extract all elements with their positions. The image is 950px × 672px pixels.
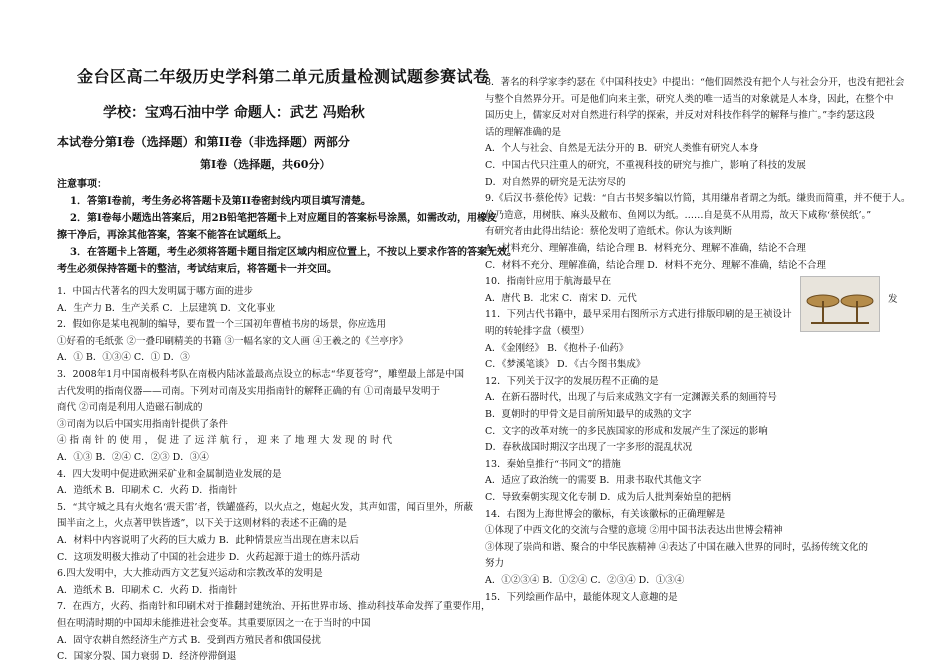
note-1: 1．答第Ⅰ卷前，考生务必将答题卡及第II卷密封线内项目填写清楚。	[70, 196, 371, 207]
question-line: 明的转轮排字盘（模型）	[485, 326, 590, 337]
note-3b: 考生必须保持答题卡的整洁，考试结束后，将答题卡一并交回。	[57, 264, 337, 275]
question-line: D．对自然界的研究是无法穷尽的	[485, 176, 626, 188]
question-line: A．①③ B．②④ C．②③ D．③④	[57, 452, 209, 463]
question-line: 6.四大发明中，大大推动西方文艺复兴运动和宗教改革的发明是	[57, 568, 323, 580]
question-line: 有研究者由此得出结论：蔡伦发明了造纸术。你认为该判断	[485, 226, 733, 238]
question-line: 8．著名的科学家李约瑟在《中国科技史》中提出：“他们固然没有把个人与社会分开，也没有把社会	[485, 77, 905, 88]
question-line: ③司南为以后中国实用指南针提供了条件	[57, 418, 229, 430]
question-line: 12．下列关于汉字的发展历程不正确的是	[485, 375, 659, 387]
question-line: 商代 ②司南是利用人造磁石制成的	[57, 402, 203, 414]
note-3a: 3．在答题卡上答题，考生必须将答题卡题目指定区域内相应位置上，不按以上要求作答的答案无效。	[70, 247, 517, 258]
question-line: 1．中国古代著名的四大发明属于哪方面的进步	[57, 286, 254, 297]
question-line: A．造纸术 B．印刷术 C．火药 D．指南针	[57, 485, 238, 497]
question-line: A．适应了政治统一的需要 B．用隶书取代其他文字	[485, 475, 702, 487]
question-line: D．春秋战国时期汉字出现了一字多形的混乱状况	[485, 442, 693, 454]
question-line: 5．“其守城之具有火炮名‘震天雷’者，铁罐盛药，以火点之，炮起火发，其声如雷，闻百里外，所蔽	[57, 501, 473, 513]
question-line: 古代发明的指南仪器——司南。下列对司南及实用指南针的解释正确的有 ①司南最早发明于	[57, 385, 441, 397]
question-line: A．①②③④ B．①②④ C．②③④ D．①③④	[485, 575, 685, 586]
school-author-line: 学校：宝鸡石油中学 命题人：武艺 冯贻秋	[103, 105, 365, 121]
question-line: C．材料不充分、理解准确，结论合理 D．材料不充分、理解不准确，结论不合理	[485, 259, 826, 271]
question-line: ①体现了中西文化的交流与合璧的意境 ②用中国书法表达出世博会精神	[485, 525, 783, 537]
question-line: ①好看的毛纸张 ②一叠印刷精美的书籍 ③一幅名家的文人画 ④王羲之的《兰亭序》	[57, 335, 409, 347]
question-line: B．夏朝时的甲骨文是目前所知最早的成熟的文字	[485, 409, 692, 420]
question-line: 但在明清时期的中国却未能推进社会变革。其重要原因之一在于当时的中国	[57, 618, 371, 629]
question-line: 14．右图为上海世博会的徽标，有关该徽标的正确理解是	[485, 508, 726, 520]
question-line: 与整个自然界分开。可是他们向来主张，研究人类的唯一适当的对象就是人本身，因此，在整个中	[485, 93, 894, 105]
question-line: C．文字的改革对统一的多民族国家的形成和发展产生了深远的影响	[485, 425, 768, 437]
exam-title: 金台区高二年级历史学科第二单元质量检测试题参赛试卷	[77, 67, 490, 86]
question-line: A．在新石器时代，出现了与后来成熟文字有一定渊源关系的刻画符号	[485, 392, 777, 404]
question-line: A．《金刚经》 B．《抱朴子·仙药》	[485, 342, 629, 354]
paper-structure-line: 本试卷分第Ⅰ卷（选择题）和第II卷（非选择题）两部分	[57, 135, 350, 149]
question-line: A．生产力 B．生产关系 C．上层建筑 D．文化事业	[57, 302, 276, 314]
note-2a: 2．第Ⅰ卷每小题选出答案后，用2B铅笔把答题卡上对应题目的答案标号涂黑，如需改动，用橡皮	[70, 213, 498, 224]
question-line: 13．秦始皇推行“书同文”的措施	[485, 458, 621, 470]
question-line: 4．四大发明中促进欧洲采矿业和金属制造业发展的是	[57, 468, 282, 480]
question-line: 国历史上，儒家反对对自然进行科学的探索，并反对对科技作科学的解释与推广。”李约瑟这段	[485, 110, 875, 122]
question-line: A．个人与社会、自然是无法分开的 B．研究人类惟有研究人本身	[485, 143, 759, 155]
question-line: A．唐代 B．北宋 C．南宋 D．元代	[485, 292, 637, 304]
part-one-heading: 第Ⅰ卷（选择题，共60分）	[200, 158, 331, 171]
question-line: 围半亩之上，火点著甲铁皆透”，以下关于这则材料的表述不正确的是	[57, 518, 347, 530]
note-2b: 擦干净后，再涂其他答案，答案不能答在试题纸上。	[57, 230, 287, 241]
question-line: A．① B．①③④ C．① D．③	[57, 352, 190, 364]
question-line: A．材料充分、理解准确，结论合理 B．材料充分、理解不准确，结论不合理	[485, 243, 806, 254]
question-line: 3．2008年1月中国南极科考队在南极内陆冰盖最高点设立的标志“华夏苍穹”，雕塑最上部是中国	[57, 369, 464, 380]
question-line: C．中国古代只注重人的研究，不重视科技的研究与推广，影响了科技的发展	[485, 160, 806, 171]
question-line: 伦乃造意，用树肤、麻头及敝布、鱼网以为纸。……自是莫不从用焉，故天下咸称‘蔡侯纸’。”	[485, 209, 872, 221]
question-line: ③体现了崇尚和谐、聚合的中华民族精神 ④表达了中国在融入世界的同时，弘扬传统文化的	[485, 541, 869, 553]
question-line: 2．假如你是某电视制的编导，要布置一个三国初年曹植书房的场景，你应选用	[57, 319, 387, 331]
notes-heading: 注意事项：	[57, 179, 107, 190]
question-line: 11．下列古代书籍中，最早采用右图所示方式进行排版印刷的是王祯设计	[485, 309, 792, 321]
side-word: 发	[888, 294, 898, 305]
question-line: 7．在西方，火药、指南针和印刷术对于推翻封建统治、开拓世界市场、推动科技革命发挥了重要作用，	[57, 601, 491, 613]
question-line: 9.《后汉书·蔡伦传》记载：“自古书契多编以竹简，其用缣帛者谓之为纸。缣贵而简重，并不便于人。	[485, 193, 911, 205]
type-tray-image	[800, 276, 880, 332]
question-line: C．导致秦朝实现文化专制 D．成为后人批判秦始皇的把柄	[485, 492, 731, 503]
question-line: 努力	[485, 558, 505, 570]
question-line: C．《梦溪笔谈》 D．《古今图书集成》	[485, 359, 646, 371]
question-line: A．固守农耕自然经济生产方式 B．受到西方殖民者和俄国侵扰	[57, 634, 321, 646]
question-line: 10．指南针应用于航海最早在	[485, 276, 612, 288]
question-line: 话的理解准确的是	[485, 126, 562, 138]
question-line: C．这项发明极大推动了中国的社会进步 D．火药起源于道士的炼丹活动	[57, 551, 360, 563]
question-line: A．造纸术 B．印刷术 C．火药 D．指南针	[57, 584, 238, 596]
question-line: ④ 指 南 针 的 使 用 ， 促 进 了 远 洋 航 行 ， 迎 来 了 地 理 大 发 现 的 时 代	[57, 435, 393, 447]
question-line: 15．下列绘画作品中，最能体现文人意趣的是	[485, 591, 678, 603]
rotary-type-tray-illustration	[801, 277, 879, 331]
question-line: A．材料中内容说明了火药的巨大威力 B．此种情景应当出现在唐末以后	[57, 535, 359, 546]
question-line: C．国家分裂、国力衰弱 D．经济停滞倒退	[57, 651, 237, 663]
